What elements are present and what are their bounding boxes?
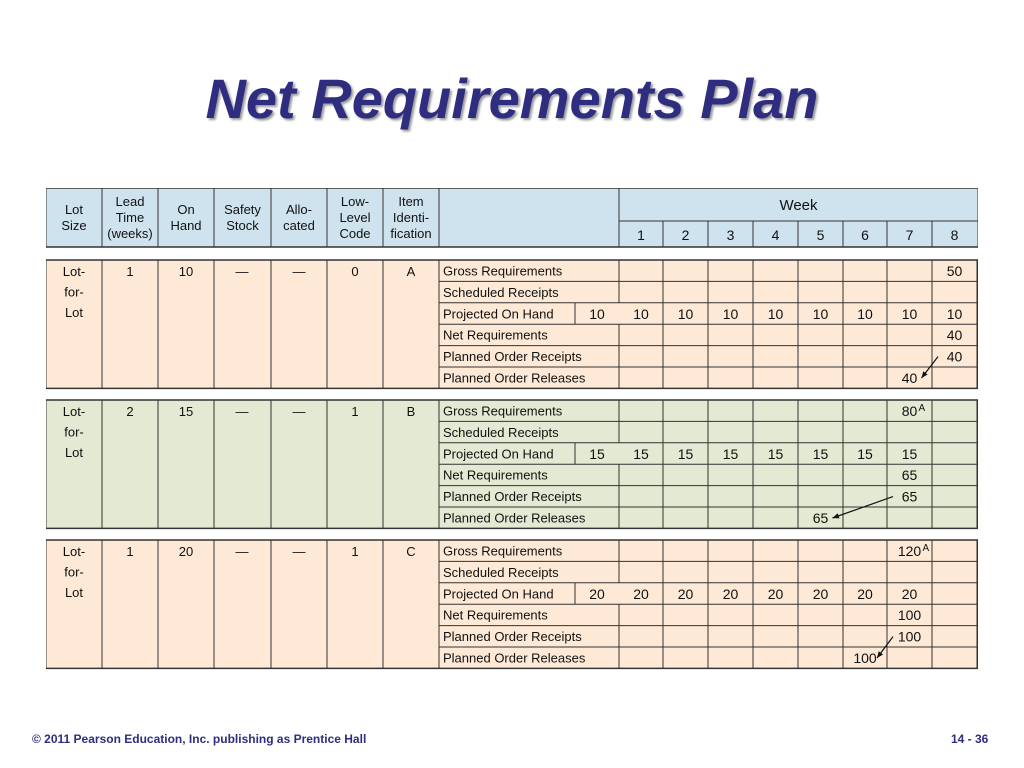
cell-projected-week-5: 10 xyxy=(812,305,829,322)
cell-net-week-8: 40 xyxy=(946,327,963,344)
cell-projected-week-4: 10 xyxy=(767,305,784,322)
row-label: Scheduled Receipts xyxy=(443,564,559,580)
row-label: Projected On Hand xyxy=(443,586,554,602)
row-label: Planned Order Receipts xyxy=(443,349,582,365)
item-id-value: B xyxy=(406,404,416,419)
week-number-2: 2 xyxy=(681,227,690,243)
initial-on-hand-value: 20 xyxy=(589,585,605,602)
on-hand-value: 20 xyxy=(178,544,194,559)
cell-projected-week-2: 15 xyxy=(677,445,694,462)
cell-projected-week-7: 10 xyxy=(901,305,918,322)
header-column-label: fication xyxy=(390,226,432,241)
cell-projected-week-5: 20 xyxy=(812,585,829,602)
row-label: Planned Order Receipts xyxy=(443,489,582,505)
cell-projected-week-8: 10 xyxy=(946,305,963,322)
header-column-label: cated xyxy=(283,218,315,233)
row-label: Projected On Hand xyxy=(443,446,554,462)
cell-projected-week-3: 20 xyxy=(722,585,739,602)
header-column-label: On xyxy=(177,202,195,217)
low-level-code-value: 0 xyxy=(351,264,359,279)
row-label: Projected On Hand xyxy=(443,306,554,322)
header-column-label: Identi- xyxy=(392,210,430,225)
cell-net-week-7: 65 xyxy=(901,467,918,484)
allocated-value: — xyxy=(292,544,306,559)
header-column-label: Allo- xyxy=(285,202,313,217)
week-number-6: 6 xyxy=(861,227,869,243)
allocated-value: — xyxy=(292,264,306,279)
lead-time-value: 1 xyxy=(126,264,134,279)
cell-net-week-7: 100 xyxy=(897,607,922,624)
cell-receipts-week-8: 40 xyxy=(946,348,963,365)
header-column-label: Lead xyxy=(115,194,145,209)
row-label: Planned Order Releases xyxy=(443,510,586,526)
header-column-label: Low- xyxy=(340,194,370,209)
cell-projected-week-1: 15 xyxy=(633,445,649,462)
row-label: Gross Requirements xyxy=(443,543,563,559)
week-number-4: 4 xyxy=(771,227,780,243)
week-number-7: 7 xyxy=(905,227,914,243)
lot-size-text: Lot xyxy=(64,445,84,460)
row-label: Gross Requirements xyxy=(443,263,563,279)
allocated-value: — xyxy=(292,404,306,419)
initial-on-hand-value: 15 xyxy=(589,445,605,462)
row-label: Planned Order Releases xyxy=(443,370,586,386)
cell-releases-week-7: 40 xyxy=(901,370,918,386)
cell-gross-week-8: 50 xyxy=(946,263,963,279)
lot-size-text: Lot- xyxy=(62,264,86,279)
cell-projected-week-6: 10 xyxy=(857,305,873,322)
cell-projected-week-6: 15 xyxy=(857,445,873,462)
cell-receipts-week-7: 65 xyxy=(901,488,918,505)
header-column-label: Lot xyxy=(64,202,84,217)
cell-projected-week-5: 15 xyxy=(812,445,829,462)
copyright-footer: © 2011 Pearson Education, Inc. publishing as Prentice Hall xyxy=(32,732,367,746)
safety-stock-value: — xyxy=(235,264,249,279)
superscript-mark: A xyxy=(922,543,930,554)
lot-size-text: Lot xyxy=(64,305,84,320)
week-number-1: 1 xyxy=(637,227,645,243)
on-hand-value: 10 xyxy=(178,264,194,279)
slide-title: Net Requirements Plan xyxy=(205,67,819,130)
week-header-label: Week xyxy=(779,197,818,214)
cell-projected-week-7: 20 xyxy=(901,585,918,602)
header-column-label: Item xyxy=(398,194,424,209)
low-level-code-value: 1 xyxy=(351,404,359,419)
lot-size-text: for- xyxy=(64,424,84,440)
header-column-label: Stock xyxy=(226,218,259,233)
lot-size-text: Lot- xyxy=(62,544,86,559)
week-number-5: 5 xyxy=(816,227,825,243)
header-column-label: Time xyxy=(115,210,145,225)
header-column-label: Safety xyxy=(224,202,261,217)
item-id-value: A xyxy=(406,264,416,279)
lot-size-text: Lot- xyxy=(62,404,86,419)
cell-releases-week-5: 65 xyxy=(812,510,829,526)
header-column-label: Code xyxy=(339,226,371,241)
lot-size-text: Lot xyxy=(64,585,84,600)
safety-stock-value: — xyxy=(235,544,249,559)
cell-projected-week-7: 15 xyxy=(901,445,918,462)
lot-size-text: for- xyxy=(64,564,84,580)
row-label: Net Requirements xyxy=(443,467,548,483)
cell-projected-week-4: 20 xyxy=(767,585,784,602)
cell-releases-week-6: 100 xyxy=(853,650,877,666)
cell-projected-week-1: 10 xyxy=(633,305,649,322)
header-column-label: Size xyxy=(61,218,87,233)
safety-stock-value: — xyxy=(235,404,249,419)
lead-time-value: 1 xyxy=(126,544,134,559)
cell-projected-week-2: 10 xyxy=(677,305,694,322)
on-hand-value: 15 xyxy=(178,404,194,419)
row-label: Scheduled Receipts xyxy=(443,424,559,440)
lot-size-text: for- xyxy=(64,284,84,300)
week-number-3: 3 xyxy=(726,227,735,243)
row-label: Scheduled Receipts xyxy=(443,284,559,300)
cell-projected-week-3: 10 xyxy=(722,305,739,322)
cell-projected-week-6: 20 xyxy=(857,585,873,602)
week-number-8: 8 xyxy=(950,227,959,243)
row-label: Net Requirements xyxy=(443,327,548,343)
cell-projected-week-1: 20 xyxy=(633,585,649,602)
cell-projected-week-3: 15 xyxy=(722,445,739,462)
row-label: Gross Requirements xyxy=(443,403,563,419)
row-label: Net Requirements xyxy=(443,607,548,623)
header-column-label: (weeks) xyxy=(107,226,153,241)
row-label: Planned Order Receipts xyxy=(443,629,582,645)
page-number: 14 - 36 xyxy=(951,732,989,746)
mrp-table xyxy=(46,188,978,670)
low-level-code-value: 1 xyxy=(351,544,359,559)
initial-on-hand-value: 10 xyxy=(589,305,605,322)
header-column-label: Hand xyxy=(170,218,202,233)
item-id-value: C xyxy=(406,544,416,559)
header-column-label: Level xyxy=(339,210,371,225)
cell-projected-week-2: 20 xyxy=(677,585,694,602)
row-label: Planned Order Releases xyxy=(443,650,586,666)
lead-time-value: 2 xyxy=(126,404,134,419)
cell-gross-week-7: 120 xyxy=(897,543,922,559)
cell-projected-week-4: 15 xyxy=(767,445,784,462)
cell-receipts-week-7: 100 xyxy=(897,628,922,645)
superscript-mark: A xyxy=(918,403,926,414)
cell-gross-week-7: 80 xyxy=(901,403,918,419)
